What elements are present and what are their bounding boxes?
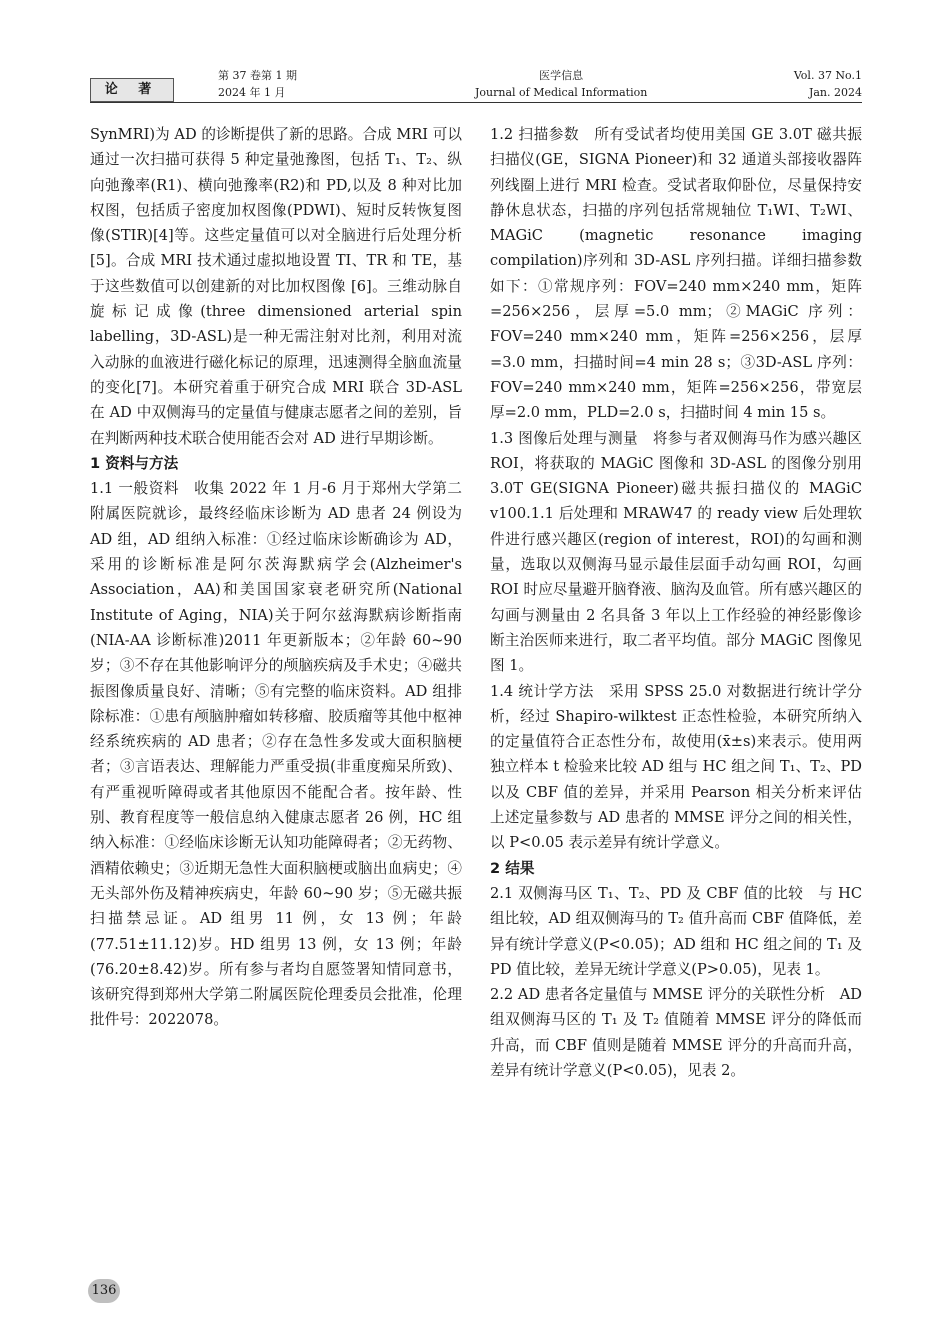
scan-params-paragraph: 1.2 扫描参数 所有受试者均使用美国 GE 3.0T 磁共振扫描仪(GE，SIGNA Pioneer)和 32 通道头部接收器阵列线圈上进行 MRI 检查。受试者取仰卧位，尽量保持安静休息状态，扫描的序列包括常规轴位 T₁WI、T₂WI、MAGiC (magnetic resonance imaging compilation)序列和 3D-ASL 序列扫描。详细扫描参数如下：①常规序列：FOV=240 mm×240 mm，矩阵=256×256，层厚=5.0 mm；②MAGiC 序列：FOV=240 mm×240 mm，矩阵=256×256，层厚=3.0 mm，扫描时间=4 min 28 s；③3D-ASL 序列：FOV=240 mm×240 mm，矩阵=256×256，带宽层厚=2.0 mm，PLD=2.0 s，扫描时间 4 min 15 s。 bbox=[490, 126, 862, 422]
general-data-paragraph: 1.1 一般资料 收集 2022 年 1 月-6 月于郑州大学第二附属医院就诊，最终经临床诊断为 AD 患者 24 例设为 AD 组，AD 组纳入标准：①经过临床诊断确诊为 AD，采用的诊断标准是阿尔茨海默病学会(Alzheimer's Association，AA)和美国国家衰老研究所(National Institute of Aging，NIA)关于阿尔兹海默病诊断指南(NIA-AA 诊断标准)2011 年更新版本；②年龄 60~90 岁；③不存在其他影响评分的颅脑疾病及手术史；④磁共振图像质量良好、清晰；⑤有完整的临床资料。AD 组排除标准：①患有颅脑肿瘤如转移瘤、胶质瘤等其他中枢神经系统疾病的 AD 患者；②存在急性多发或大面积脑梗者；③言语表达、理解能力严重受损(非重度痴呆所致)、有严重视听障碍或者其他原因不能配合者。按年龄、性别、教育程度等一般信息纳入健康志愿者 26 例，HC 组纳入标准：①经临床诊断无认知功能障碍者；②无药物、酒精依赖史；③近期无急性大面积脑梗或脑出血病史；④无头部外伤及精神疾病史，年龄 60~90 岁；⑤无磁共振扫描禁忌证。AD 组男 11 例，女 13 例；年龄(77.51±11.12)岁。HD 组男 13 例，女 13 例；年龄(76.20±8.42)岁。所有参与者均自愿签署知情同意书，该研究得到郑州大学第二附属医院伦理委员会批准，伦理批件号：2022078。 bbox=[90, 480, 462, 1029]
header-rule bbox=[90, 102, 862, 103]
intro-paragraph: SynMRI)为 AD 的诊断提供了新的思路。合成 MRI 可以通过一次扫描可获得 5 种定量弛豫图，包括 T₁、T₂、纵向弛豫率(R1)、横向弛豫率(R2)和 PD,以及 8 种对比加权图，包括质子密度加权图像(PDWI)、短时反转恢复图像(STIR)[4]等。这些定量值可以对全脑进行后处理分析[5]。合成 MRI 技术通过虚拟地设置 TI、TR 和 TE，基于这些数值可以创建新的对比加权图像 [6]。三维动脉自旋标记成像(three dimensioned arterial spin labelling，3D-ASL)是一种无需注射对比剂，利用对流入动脉的血液进行磁化标记的原理，迅速测得全脑血流量的变化[7]。本研究着重于研究合成 MRI 联合 3D-ASL 在 AD 中双侧海马的定量值与健康志愿者之间的差别，旨在判断两种技术联合使用能否会对 AD 进行早期诊断。 bbox=[90, 126, 462, 447]
results-correlation-paragraph: 2.2 AD 患者各定量值与 MMSE 评分的关联性分析 AD 组双侧海马区的 T₁ 及 T₂ 值随着 MMSE 评分的降低而升高，而 CBF 值则是随着 MMSE 评分的升高而升高，差异有统计学意义(P<0.05)，见表 2。 bbox=[490, 986, 862, 1079]
running-header bbox=[90, 60, 862, 104]
volume-en: Vol. 37 No.1 bbox=[793, 69, 862, 82]
header-journal bbox=[475, 67, 647, 101]
page-number: 136 bbox=[88, 1279, 120, 1303]
journal-cn: 医学信息 bbox=[539, 69, 584, 82]
header-volume-en bbox=[794, 67, 862, 101]
volume-cn: 第 37 卷第 1 期 bbox=[218, 69, 297, 82]
section-heading-results: 2 结果 bbox=[490, 859, 535, 877]
section-heading-methods: 1 资料与方法 bbox=[90, 454, 179, 472]
section-tag: 论 著 bbox=[90, 78, 174, 102]
header-volume-cn bbox=[218, 67, 297, 101]
date-en: Jan. 2024 bbox=[808, 86, 862, 99]
right-column bbox=[490, 122, 862, 1083]
date-cn: 2024 年 1 月 bbox=[218, 86, 286, 99]
statistics-paragraph: 1.4 统计学方法 采用 SPSS 25.0 对数据进行统计学分析，经过 Shapiro-wilktest 正态性检验，本研究所纳入的定量值符合正态性分布，故使用(x̄±s)来表示。使用两独立样本 t 检验来比较 AD 组与 HC 组之间 T₁、T₂、PD 以及 CBF 值的差异，并采用 Pearson 相关分析来评估上述定量参数与 AD 患者的 MMSE 评分之间的相关性，以 P<0.05 表示差异有统计学意义。 bbox=[490, 682, 862, 852]
post-processing-paragraph: 1.3 图像后处理与测量 将参与者双侧海马作为感兴趣区 ROI，将获取的 MAGiC 图像和 3D-ASL 的图像分别用 3.0T GE(SIGNA Pioneer)磁共振扫描仪的 MAGiC v100.1.1 后处理和 MRAW47 的 ready view 后处理软件进行感兴趣区(region of interest，ROI)的勾画和测量，选取以双侧海马显示最佳层面手动勾画 ROI，勾画 ROI 时应尽量避开脑脊液、脑沟及血管。所有感兴趣区的勾画与测量由 2 名具备 3 年以上工作经验的神经影像诊断主治医师来进行，取二者平均值。部分 MAGiC 图像见图 1。 bbox=[490, 429, 862, 675]
results-comparison-paragraph: 2.1 双侧海马区 T₁、T₂、PD 及 CBF 值的比较 与 HC 组比较，AD 组双侧海马的 T₂ 值升高而 CBF 值降低，差异有统计学意义(P<0.05)；AD 组和 HC 组之间的 T₁ 及 PD 值比较，差异无统计学意义(P>0.05)，见表 1。 bbox=[490, 884, 862, 978]
left-column bbox=[90, 122, 462, 1033]
journal-en: Journal of Medical Information bbox=[475, 86, 648, 99]
